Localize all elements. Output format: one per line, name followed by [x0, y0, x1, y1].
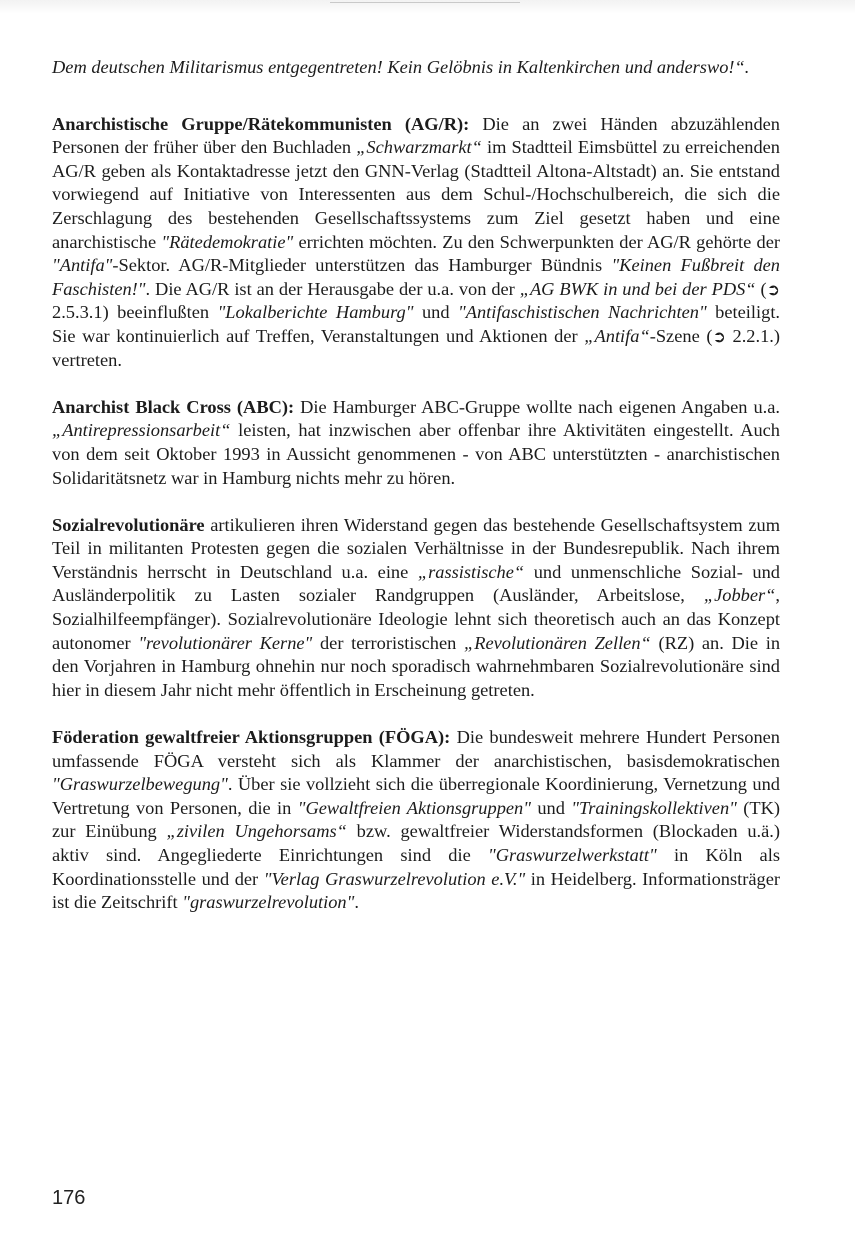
italic-term: "graswurzelrevolution"	[182, 892, 355, 913]
section-sozialrevolutionaere	[52, 514, 780, 703]
italic-term: "Keinen Fußbreit den Faschisten!"	[52, 255, 781, 299]
italic-term: „Antifa“	[584, 325, 650, 346]
italic-term: "revolutionärer Kerne"	[138, 632, 313, 653]
body-text: artikulieren ihren Widerstand gegen das bestehende Gesellschaftsystem zum Teil in militanten Protesten gegen die sozialen Verhältnisse in der Bundesrepublik. Nach ihrem Verständnis herrscht in Deutschland u.a. eine	[52, 514, 780, 582]
section-body	[52, 727, 780, 912]
body-text: und unmenschliche Sozial- und Ausländerpolitik zu Lasten sozialer Randgruppen (Ausländer, Arbeitslose,	[52, 561, 780, 606]
body-text: -Szene (	[649, 325, 713, 346]
section-body	[52, 515, 780, 700]
body-text: .	[354, 892, 359, 913]
body-text: und	[413, 302, 459, 323]
italic-term: "Rätedemokratie"	[161, 231, 294, 252]
body-text: in Köln als Koordinationsstelle und der	[52, 845, 780, 889]
body-text: 2.2.1.) vertreten.	[52, 325, 781, 370]
body-text: errichten möchten. Zu den Schwerpunkten der AG/R gehörte der	[293, 231, 780, 252]
body-text: der terroristischen	[312, 632, 464, 653]
italic-term: „Jobber“	[703, 585, 776, 606]
cross-reference-arrow-icon: ➲	[766, 279, 780, 299]
section-heading: Sozialrevolutionäre	[52, 514, 205, 535]
section-body	[52, 114, 780, 370]
body-text: (	[755, 278, 767, 299]
body-text: leisten, hat inzwischen aber offenbar ihre Aktivitäten eingestellt. Auch von dem seit Oktober 1993 in Aussicht genommenen - von ABC unterstützten - anarchistischen Solidaritätsnetz war in Hamburg nichts mehr zu hören.	[52, 420, 780, 488]
italic-term: „AG BWK in und bei der PDS“	[519, 278, 756, 299]
page-number: 176	[52, 1187, 86, 1209]
intro-quote	[52, 56, 780, 80]
body-text: , Sozialhilfeempfänger). Sozialrevolutionäre Ideologie lehnt sich theoretisch auch an das Konzept autonomer	[52, 585, 780, 653]
body-text: . Über sie vollzieht sich die überregionale Koordinierung, Vernetzung und Vertretung von Personen, die in	[52, 774, 780, 818]
section-heading: Anarchist Black Cross (ABC):	[52, 396, 295, 417]
body-text: in Heidelberg. Informationsträger ist die Zeitschrift	[52, 868, 781, 913]
italic-term: "Graswurzelbewegung"	[52, 774, 228, 795]
italic-term: "Antifa"	[52, 255, 113, 276]
cross-reference-arrow-icon: ➲	[712, 326, 726, 346]
italic-term: "Antifaschistischen Nachrichten"	[458, 302, 707, 323]
body-text: bzw. gewaltfreier Widerstandsformen (Blockaden u.ä.) aktiv sind. Angegliederte Einrichtungen sind die	[52, 821, 780, 865]
scan-edge-line	[330, 2, 520, 3]
italic-term: "Graswurzelwerkstatt"	[488, 845, 657, 865]
section-ag-r	[52, 113, 780, 373]
italic-term: „Revolutionären Zellen“	[463, 632, 651, 653]
body-text: im Stadtteil Eimsbüttel zu erreichenden AG/R geben als Kontaktadresse jetzt den GNN-Verlag (Stadtteil Altona-Altstadt) an. Sie entstand vorwiegend auf Initiative von Interessenten aus dem Schul-/Hochschulbereich, die sich die Zerschlagung des bestehenden Gesellschaftssystems zum Ziel gesetzt haben und eine anarchistische	[52, 137, 780, 252]
italic-term: „Schwarzmarkt“	[356, 137, 482, 158]
body-text: Die Hamburger ABC-Gruppe wollte nach eigenen Angaben u.a.	[294, 396, 780, 417]
italic-term: „Antirepressionsarbeit“	[52, 420, 231, 441]
italic-term: „rassistische“	[417, 561, 525, 582]
italic-term: "Lokalberichte Hamburg"	[217, 302, 414, 323]
body-text: Die bundesweit mehrere Hundert Personen umfassende FÖGA versteht sich als Klammer der anarchistischen, basisdemokratischen	[52, 727, 780, 771]
italic-term: "Trainingskollektiven"	[571, 797, 737, 818]
body-text: (RZ) an. Die in den Vorjahren in Hamburg ohnehin nur noch sporadisch wahrnehmbaren Sozialrevolutionäre sind hier in diesem Jahr nicht mehr öffentlich in Erscheinung getreten.	[52, 632, 781, 700]
body-text: (TK) zur Einübung	[52, 797, 780, 842]
italic-term: „zivilen Ungehorsams“	[166, 821, 347, 842]
body-text: 2.5.3.1) beeinflußten	[52, 302, 218, 323]
body-text: -Sektor. AG/R-Mitglieder unterstützen das Hamburger Bündnis	[112, 255, 612, 276]
body-text: beteiligt. Sie war kontinuierlich auf Treffen, Veranstaltungen und Aktionen der	[52, 302, 781, 346]
body-text: und	[530, 797, 572, 818]
section-heading: Anarchistische Gruppe/Rätekommunisten (AG/R):	[52, 113, 470, 134]
document-body	[52, 56, 780, 938]
section-abc	[52, 396, 780, 490]
section-heading: Föderation gewaltfreier Aktionsgruppen (FÖGA):	[52, 727, 451, 748]
section-foega	[52, 726, 780, 915]
italic-term: "Verlag Graswurzelrevolution e.V."	[263, 868, 526, 889]
body-text: Die an zwei Händen abzuzählenden Personen der früher über den Buchladen	[52, 113, 780, 158]
body-text: . Die AG/R ist an der Herausgabe der u.a. von der	[145, 278, 520, 299]
italic-term: "Gewaltfreien Aktionsgruppen"	[297, 797, 531, 818]
intro-quote-text: Dem deutschen Militarismus entgegentreten! Kein Gelöbnis in Kaltenkirchen und anderswo!“.	[52, 57, 750, 77]
